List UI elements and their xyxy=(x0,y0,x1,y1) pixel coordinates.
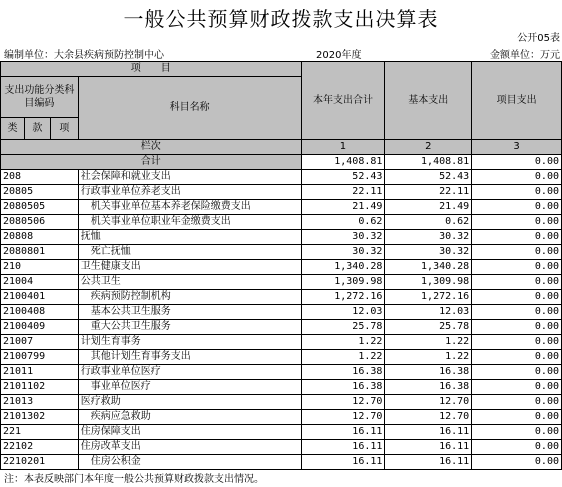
row-total: 16.11 xyxy=(301,455,385,470)
row-project: 0.00 xyxy=(472,380,562,395)
row-name: 计划生育事务 xyxy=(78,335,301,350)
row-name: 住房公积金 xyxy=(78,455,301,470)
table-row xyxy=(1,425,562,440)
total-header: 本年支出合计 xyxy=(301,62,385,140)
index-1: 1 xyxy=(301,140,385,155)
row-basic: 1,272.16 xyxy=(385,290,472,305)
row-project: 0.00 xyxy=(472,455,562,470)
row-project: 0.00 xyxy=(472,170,562,185)
row-code: 21004 xyxy=(1,275,79,290)
row-name: 疾病应急救助 xyxy=(78,410,301,425)
table-row xyxy=(1,455,562,470)
row-basic: 16.11 xyxy=(385,440,472,455)
row-project: 0.00 xyxy=(472,200,562,215)
row-total: 25.78 xyxy=(301,320,385,335)
row-basic: 1.22 xyxy=(385,350,472,365)
row-project: 0.00 xyxy=(472,395,562,410)
index-label: 栏次 xyxy=(1,140,302,155)
row-code: 2100799 xyxy=(1,350,79,365)
row-project: 0.00 xyxy=(472,275,562,290)
row-name: 机关事业单位职业年金缴费支出 xyxy=(78,215,301,230)
row-name: 社会保障和就业支出 xyxy=(78,170,301,185)
table-row xyxy=(1,185,562,200)
row-code: 20805 xyxy=(1,185,79,200)
table-body xyxy=(1,170,562,470)
table-row xyxy=(1,305,562,320)
row-name: 行政事业单位医疗 xyxy=(78,365,301,380)
row-total: 1,340.28 xyxy=(301,260,385,275)
row-total: 12.70 xyxy=(301,410,385,425)
row-basic: 16.38 xyxy=(385,380,472,395)
row-total: 21.49 xyxy=(301,200,385,215)
table-row xyxy=(1,260,562,275)
row-project: 0.00 xyxy=(472,410,562,425)
row-name: 卫生健康支出 xyxy=(78,260,301,275)
table-row xyxy=(1,275,562,290)
row-code: 210 xyxy=(1,260,79,275)
table-row xyxy=(1,290,562,305)
row-basic: 21.49 xyxy=(385,200,472,215)
row-code: 2080801 xyxy=(1,245,79,260)
row-basic: 16.38 xyxy=(385,365,472,380)
row-project: 0.00 xyxy=(472,320,562,335)
item-col-header: 款 xyxy=(24,118,50,140)
row-project: 0.00 xyxy=(472,335,562,350)
table-row xyxy=(1,200,562,215)
row-total: 1,309.98 xyxy=(301,275,385,290)
row-basic: 1,340.28 xyxy=(385,260,472,275)
row-total: 16.11 xyxy=(301,440,385,455)
table-row xyxy=(1,230,562,245)
row-project: 0.00 xyxy=(472,305,562,320)
row-total: 16.11 xyxy=(301,425,385,440)
amount-unit-label: 金额单位：万元 xyxy=(490,50,560,61)
item-header: 项 目 xyxy=(1,62,302,77)
row-name: 机关事业单位基本养老保险缴费支出 xyxy=(78,200,301,215)
row-name: 住房改革支出 xyxy=(78,440,301,455)
table-row xyxy=(1,215,562,230)
expenditure-table xyxy=(0,61,562,470)
row-total: 1.22 xyxy=(301,335,385,350)
row-total: 16.38 xyxy=(301,380,385,395)
row-name: 疾病预防控制机构 xyxy=(78,290,301,305)
report-title: 一般公共预算财政拨款支出决算表 xyxy=(123,7,439,31)
index-2: 2 xyxy=(385,140,472,155)
code-header: 支出功能分类科目编码 xyxy=(1,77,79,118)
table-row xyxy=(1,380,562,395)
year-label: 2020年度 xyxy=(316,50,362,61)
row-basic: 1.22 xyxy=(385,335,472,350)
table-row xyxy=(1,365,562,380)
row-basic: 30.32 xyxy=(385,245,472,260)
row-code: 2210201 xyxy=(1,455,79,470)
sum-total: 1,408.81 xyxy=(301,155,385,170)
row-basic: 1,309.98 xyxy=(385,275,472,290)
row-code: 208 xyxy=(1,170,79,185)
row-name: 事业单位医疗 xyxy=(78,380,301,395)
row-basic: 30.32 xyxy=(385,230,472,245)
row-name: 公共卫生 xyxy=(78,275,301,290)
table-row xyxy=(1,245,562,260)
row-code: 2101102 xyxy=(1,380,79,395)
row-total: 12.03 xyxy=(301,305,385,320)
form-code: 公开05表 xyxy=(517,33,560,44)
row-name: 重大公共卫生服务 xyxy=(78,320,301,335)
row-name: 行政事业单位养老支出 xyxy=(78,185,301,200)
row-project: 0.00 xyxy=(472,350,562,365)
sum-basic: 1,408.81 xyxy=(385,155,472,170)
row-name: 死亡抚恤 xyxy=(78,245,301,260)
row-code: 2100408 xyxy=(1,305,79,320)
row-code: 21011 xyxy=(1,365,79,380)
row-basic: 52.43 xyxy=(385,170,472,185)
row-code: 2100401 xyxy=(1,290,79,305)
row-name: 基本公共卫生服务 xyxy=(78,305,301,320)
row-project: 0.00 xyxy=(472,185,562,200)
row-code: 2101302 xyxy=(1,410,79,425)
table-row xyxy=(1,320,562,335)
index-3: 3 xyxy=(472,140,562,155)
row-total: 30.32 xyxy=(301,245,385,260)
row-name: 住房保障支出 xyxy=(78,425,301,440)
row-total: 1,272.16 xyxy=(301,290,385,305)
row-project: 0.00 xyxy=(472,440,562,455)
row-code: 2080506 xyxy=(1,215,79,230)
table-row xyxy=(1,335,562,350)
table-row xyxy=(1,440,562,455)
row-code: 2100409 xyxy=(1,320,79,335)
row-basic: 0.62 xyxy=(385,215,472,230)
row-project: 0.00 xyxy=(472,260,562,275)
row-name: 抚恤 xyxy=(78,230,301,245)
row-basic: 12.70 xyxy=(385,410,472,425)
row-name: 医疗救助 xyxy=(78,395,301,410)
row-basic: 12.70 xyxy=(385,395,472,410)
sum-project: 0.00 xyxy=(472,155,562,170)
table-header xyxy=(1,62,562,170)
row-project: 0.00 xyxy=(472,230,562,245)
row-project: 0.00 xyxy=(472,215,562,230)
class-col-header: 类 xyxy=(1,118,25,140)
row-total: 22.11 xyxy=(301,185,385,200)
row-total: 1.22 xyxy=(301,350,385,365)
row-code: 2080505 xyxy=(1,200,79,215)
name-header: 科目名称 xyxy=(78,77,301,140)
table-row xyxy=(1,395,562,410)
row-basic: 25.78 xyxy=(385,320,472,335)
row-total: 12.70 xyxy=(301,395,385,410)
row-basic: 16.11 xyxy=(385,455,472,470)
table-row xyxy=(1,410,562,425)
row-total: 16.38 xyxy=(301,365,385,380)
footnote: 注：本表反映部门本年度一般公共预算财政拨款支出情况。 xyxy=(4,474,264,485)
sum-label: 合计 xyxy=(1,155,302,170)
row-name: 其他计划生育事务支出 xyxy=(78,350,301,365)
unit-label: 编制单位：大余县疾病预防控制中心 xyxy=(4,50,164,61)
row-basic: 16.11 xyxy=(385,425,472,440)
sub-col-header: 项 xyxy=(50,118,78,140)
row-code: 221 xyxy=(1,425,79,440)
row-code: 22102 xyxy=(1,440,79,455)
project-header: 项目支出 xyxy=(472,62,562,140)
meta-row xyxy=(0,46,562,61)
row-project: 0.00 xyxy=(472,245,562,260)
row-basic: 12.03 xyxy=(385,305,472,320)
row-total: 0.62 xyxy=(301,215,385,230)
row-code: 21007 xyxy=(1,335,79,350)
row-total: 52.43 xyxy=(301,170,385,185)
row-project: 0.00 xyxy=(472,365,562,380)
table-row xyxy=(1,170,562,185)
row-basic: 22.11 xyxy=(385,185,472,200)
row-project: 0.00 xyxy=(472,425,562,440)
table-row xyxy=(1,350,562,365)
row-project: 0.00 xyxy=(472,290,562,305)
row-code: 20808 xyxy=(1,230,79,245)
row-code: 21013 xyxy=(1,395,79,410)
basic-header: 基本支出 xyxy=(385,62,472,140)
row-total: 30.32 xyxy=(301,230,385,245)
